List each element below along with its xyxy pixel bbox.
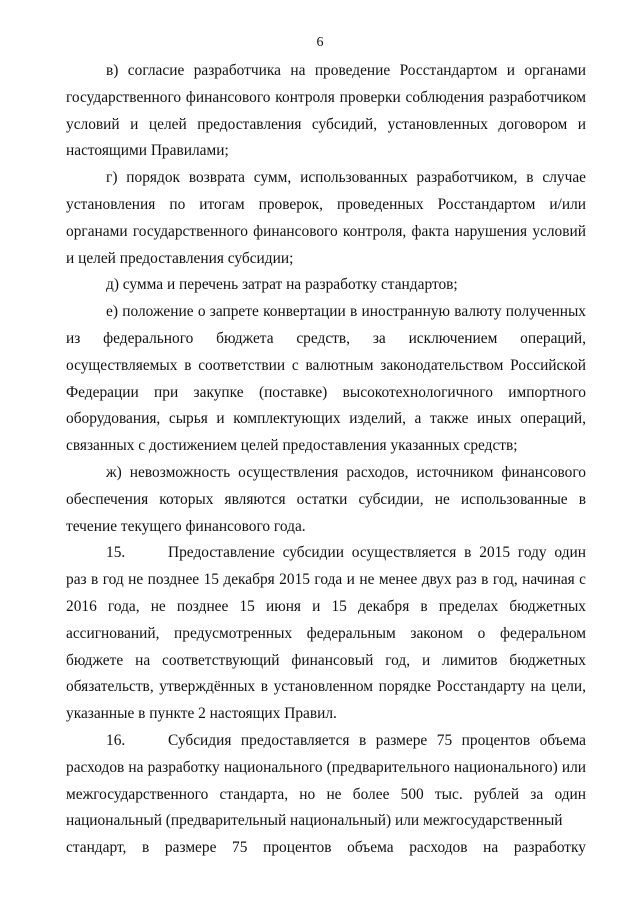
paragraph-d: д) сумма и перечень затрат на разработку стандартов; bbox=[106, 276, 458, 294]
clause-15 bbox=[66, 540, 586, 728]
clause-16 bbox=[66, 728, 586, 835]
paragraph-e: е) положение о запрете конвертации в иностранную валюту полученных из федерального бюджета средств, за исключением операций, осуществляемых в соответствии с валютным законодательством Российской Федерации при закупке (поставке) высокотехнологичного импортного оборудования, сырья и комплектующих изделий, а также иных операций, связанных с достижением целей предоставления указанных средств; bbox=[66, 303, 586, 455]
paragraph-v: в) согласие разработчика на проведение Росстандартом и органами государственного финансового контроля проверки соблюдения разработчиком условий и целей предоставления субсидий, установленных договором и настоящими Правилами; bbox=[66, 62, 586, 160]
clause-15-text: Предоставление субсидии осуществляется в 2015 году один раз в год не позднее 15 декабря 2015 года и не менее двух раз в год, начиная с 2016 года, не позднее 15 июня и 15 декабря в пределах бюджетных ассигнований, предусмотренных федеральным законом о федеральном бюджете на соответствующий финансовый год, и лимитов бюджетных обязательств, утверждённых в установленном порядке Росстандарту на цели, указанные в пункте 2 настоящих Правил. bbox=[66, 544, 586, 723]
clause-16-text: Субсидия предоставляется в размере 75 процентов объема расходов на разработку национального (предварительного национального) или межгосударственного стандарта, но не более 500 тыс. рублей за один национальный (предварительный национальный) или межгосударственный bbox=[66, 731, 586, 830]
paragraph-zh: ж) невозможность осуществления расходов, источником финансового обеспечения которых являются остатки субсидии, не использованные в течение текущего финансового года. bbox=[66, 463, 586, 535]
page-number: 6 bbox=[316, 35, 324, 50]
clause-16-continuation: стандарт, в размере 75 процентов объема расходов на разработку bbox=[66, 839, 586, 857]
paragraph-g: г) порядок возврата сумм, использованных разработчиком, в случае установления по итогам проверок, проведенных Росстандартом и/или органами государственного финансового контроля, факта нарушения условий и целей предоставления субсидии; bbox=[66, 169, 586, 267]
document-body bbox=[66, 58, 586, 862]
clause-15-number: 15. bbox=[106, 544, 126, 562]
clause-16-number: 16. bbox=[106, 731, 126, 749]
